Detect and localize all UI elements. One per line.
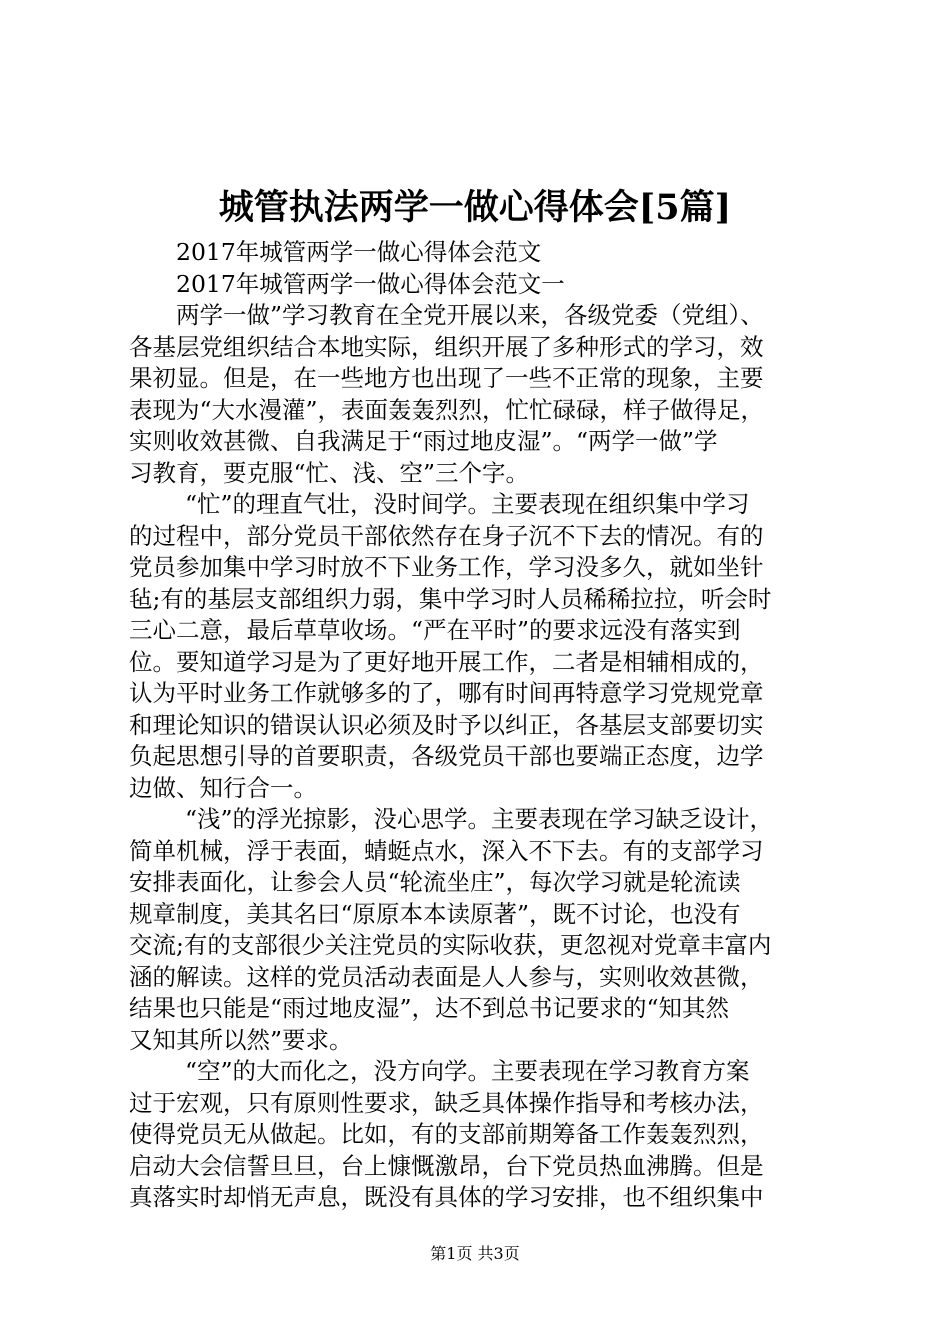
paragraph-line: 规章制度，美其名曰“原原本本读原著”，既不讨论，也没有 — [129, 899, 741, 928]
paragraph-line: 位。要知道学习是为了更好地开展工作，二者是相辅相成的， — [129, 647, 764, 676]
paragraph-line: 两学一做”学习教育在全党开展以来，各级党委（党组）、 — [176, 301, 764, 329]
page-footer: 第1页 共3页 — [430, 1244, 520, 1263]
paragraph-line: 习教育，要克服“忙、浅、空”三个字。 — [129, 458, 530, 487]
paragraph-line: 负起思想引导的首要职责，各级党员干部也要端正态度，边学 — [129, 742, 764, 770]
paragraph-line: 的过程中，部分党员干部依然存在身子沉不下去的情况。有的 — [129, 521, 764, 550]
subtitle-line: 2017年城管两学一做心得体会范文一 — [176, 269, 565, 298]
paragraph-line: 安排表面化，让参会人员“轮流坐庄”，每次学习就是轮流读 — [129, 868, 741, 896]
paragraph-line: 过于宏观，只有原则性要求，缺乏具体操作指导和考核办法， — [129, 1088, 764, 1117]
paragraph-line: 涵的解读。这样的党员活动表面是人人参与，实则收效甚微， — [129, 962, 764, 991]
paragraph-line: 果初显。但是，在一些地方也出现了一些不正常的现象，主要 — [129, 364, 764, 392]
paragraph-line: 边做、知行合一。 — [129, 773, 317, 802]
paragraph-line: 使得党员无从做起。比如，有的支部前期筹备工作轰轰烈烈， — [129, 1120, 764, 1148]
subtitle-line: 2017年城管两学一做心得体会范文 — [176, 238, 542, 266]
paragraph-line: 真落实时却悄无声息，既没有具体的学习安排，也不组织集中 — [129, 1183, 764, 1211]
document-title: 城管执法两学一做心得体会[5篇] — [218, 187, 732, 228]
paragraph-line: 认为平时业务工作就够多的了，哪有时间再特意学习党规党章 — [129, 679, 764, 707]
paragraph-line: 实则收效甚微、自我满足于“雨过地皮湿”。“两学一做”学 — [129, 427, 718, 455]
paragraph-line: “空”的大而化之，没方向学。主要表现在学习教育方案 — [185, 1057, 750, 1085]
paragraph-line: 又知其所以然”要求。 — [129, 1025, 353, 1054]
paragraph-line: 启动大会信誓旦旦，台上慷慨激昂，台下党员热血沸腾。但是 — [129, 1151, 764, 1180]
paragraph-line: 各基层党组织结合本地实际，组织开展了多种形式的学习，效 — [129, 332, 764, 361]
paragraph-line: 简单机械，浮于表面，蜻蜓点水，深入不下去。有的支部学习 — [129, 836, 764, 865]
paragraph-line: 三心二意，最后草草收场。“严在平时”的要求远没有落实到 — [129, 616, 741, 644]
paragraph-line: 交流;有的支部很少关注党员的实际收获，更忽视对党章丰富内 — [129, 931, 772, 959]
paragraph-line: 党员参加集中学习时放不下业务工作，学习没多久，就如坐针 — [129, 553, 764, 581]
paragraph-line: 表现为“大水漫灌”，表面轰轰烈烈，忙忙碌碌，样子做得足， — [129, 395, 765, 424]
document-body — [129, 237, 825, 1214]
paragraph-line: 毡;有的基层支部组织力弱，集中学习时人员稀稀拉拉，听会时 — [129, 584, 772, 613]
paragraph-line: 结果也只能是“雨过地皮湿”，达不到总书记要求的“知其然 — [129, 994, 730, 1022]
paragraph-line: “忙”的理直气壮，没时间学。主要表现在组织集中学习 — [185, 490, 750, 518]
paragraph-line: 和理论知识的错误认识必须及时予以纠正，各基层支部要切实 — [129, 710, 764, 739]
paragraph-line: “浅”的浮光掠影，没心思学。主要表现在学习缺乏设计， — [185, 805, 774, 833]
